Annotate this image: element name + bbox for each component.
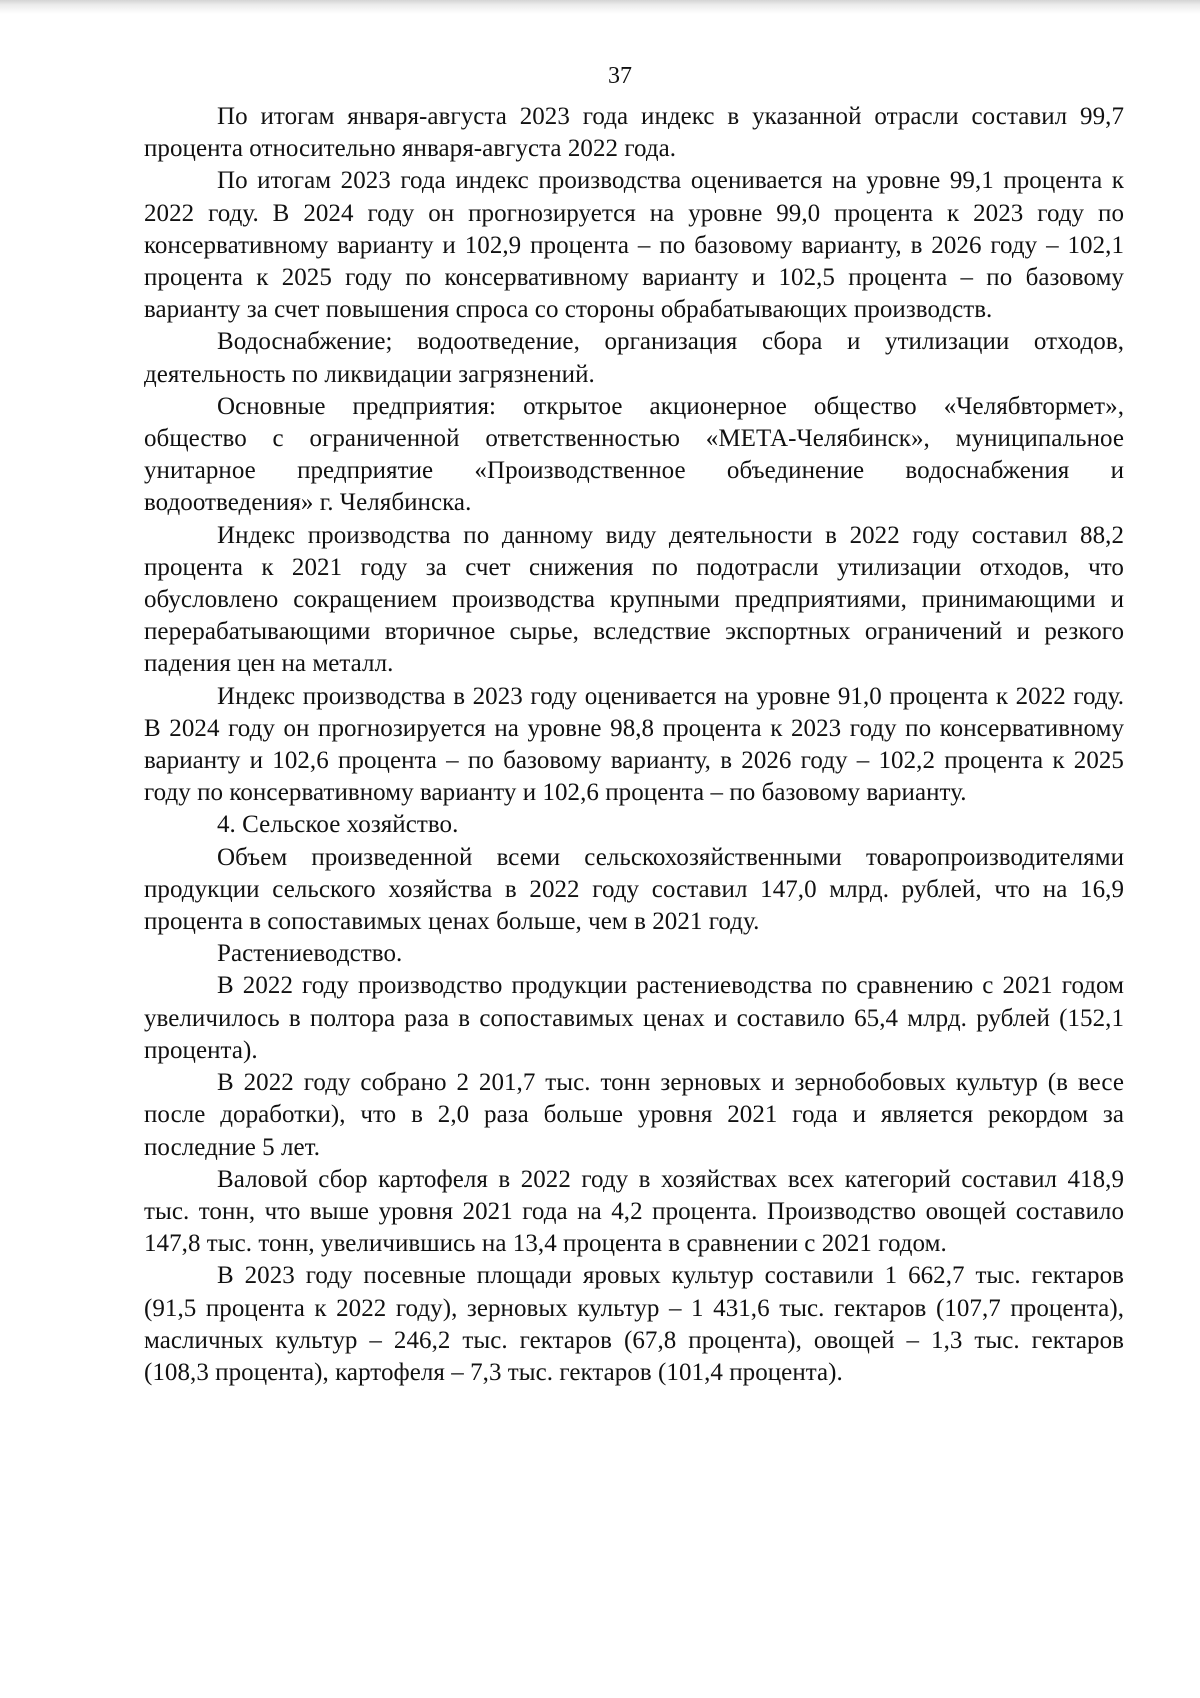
paragraph-2: По итогам 2023 года индекс производства оценивается на уровне 99,1 процента к 2022 году. В 2024 году он прогнозируется на уровне 99,0 процента к 2023 году по консервативному варианту и 102,9 процента – по базовому варианту, в 2026 году – 102,1 процента к 2025 году по консервативному варианту и 102,5 процента – по базовому варианту за счет повышения спроса со стороны обрабатывающих производств. bbox=[144, 167, 1124, 324]
paragraph-6: Индекс производства в 2023 году оценивается на уровне 91,0 процента к 2022 году. В 2024 году он прогнозируется на уровне 98,8 процента к 2023 году по консервативному варианту и 102,6 процента – по базовому варианту, в 2026 году – 102,2 процента к 2025 году по консервативному варианту и 102,6 процента – по базовому варианту. bbox=[144, 682, 1124, 807]
section-heading-agriculture: 4. Сельское хозяйство. bbox=[217, 811, 459, 839]
paragraph-8: Объем произведенной всеми сельскохозяйственными товаропроизводителями продукции сельского хозяйства в 2022 году составил 147,0 млрд. рублей, что на 16,9 процента в сопоставимых ценах больше, чем в 2021 году. bbox=[144, 843, 1124, 936]
subheading-crop-production: Растениеводство. bbox=[217, 940, 403, 968]
paragraph-3: Водоснабжение; водоотведение, организация сбора и утилизации отходов, деятельность по ликвидации загрязнений. bbox=[144, 328, 1124, 388]
paragraph-10: В 2022 году производство продукции растениеводства по сравнению с 2021 годом увеличилось в полтора раза в сопоставимых ценах и составило 65,4 млрд. рублей (152,1 процента). bbox=[144, 972, 1124, 1064]
scan-edge-shadow bbox=[0, 0, 1200, 14]
paragraph-5: Индекс производства по данному виду деятельности в 2022 году составил 88,2 процента к 2021 году за счет снижения по подотрасли утилизации отходов, что обусловлено сокращением производства крупными предприятиями, принимающими и перерабатывающими вторичное сырье, вследствие экспортных ограничений и резкого падения цен на металл. bbox=[144, 521, 1124, 678]
page-number: 37 bbox=[608, 63, 632, 89]
document-body bbox=[144, 101, 1124, 1389]
paragraph-1: По итогам января-августа 2023 года индекс в указанной отрасли составил 99,7 процента относительно января-августа 2022 года. bbox=[144, 103, 1124, 163]
paragraph-13: В 2023 году посевные площади яровых культур составили 1 662,7 тыс. гектаров (91,5 процента к 2022 году), зерновых культур – 1 431,6 тыс. гектаров (107,7 процента), масличных культур – 246,2 тыс. гектаров (67,8 процента), овощей – 1,3 тыс. гектаров (108,3 процента), картофеля – 7,3 тыс. гектаров (101,4 процента). bbox=[144, 1262, 1124, 1386]
paragraph-4: Основные предприятия: открытое акционерное общество «Челябвтормет», общество с ограниченной ответственностью «МЕТА-Челябинск», муниципальное унитарное предприятие «Производственное объединение водоснабжения и водоотведения» г. Челябинска. bbox=[144, 392, 1124, 517]
paragraph-12: Валовой сбор картофеля в 2022 году в хозяйствах всех категорий составил 418,9 тыс. тонн, что выше уровня 2021 года на 4,2 процента. Производство овощей составило 147,8 тыс. тонн, увеличившись на 13,4 процента в сравнении с 2021 годом. bbox=[144, 1165, 1124, 1258]
paragraph-11: В 2022 году собрано 2 201,7 тыс. тонн зерновых и зернобобовых культур (в весе после доработки), что в 2,0 раза больше уровня 2021 года и является рекордом за последние 5 лет. bbox=[144, 1069, 1124, 1161]
